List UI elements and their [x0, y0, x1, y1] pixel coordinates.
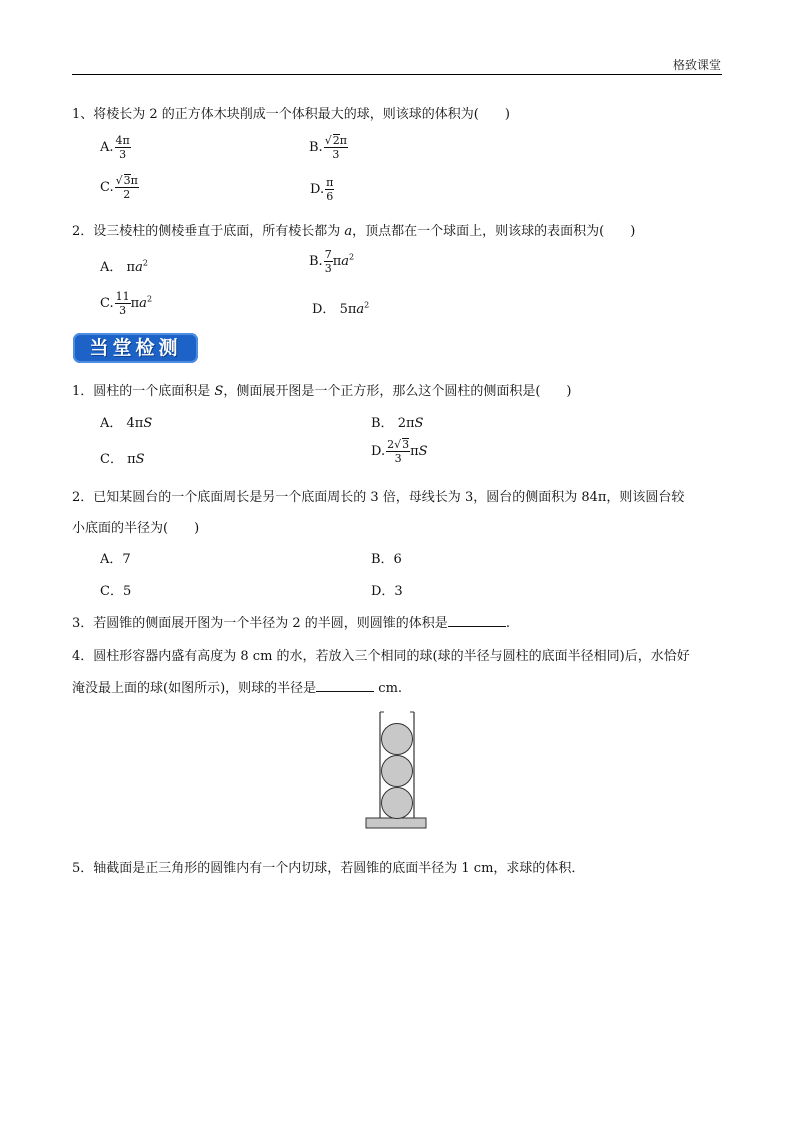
q1-option-a	[100, 134, 131, 161]
s2-q2-stem-line1: 2．已知某圆台的一个底面周长是另一个底面周长的 3 倍，母线长为 3，圆台的侧面积为 84π，则该圆台较	[72, 490, 685, 505]
fraction: $\frac{2√3}{3}$	[387, 438, 410, 465]
q2-option-b: B. $\frac{7}{3}$ $\pi a^2$	[309, 248, 355, 275]
section-banner: 当堂检测	[73, 333, 198, 363]
s2-q1-option-c: C． πS	[100, 452, 145, 467]
answer-blank	[316, 679, 374, 692]
s2-q2-option-b: B．6	[371, 552, 402, 567]
q2-stem: 2．设三棱柱的侧棱垂直于底面，所有棱长都为 a，顶点都在一个球面上，则该球的表面积为( )	[72, 224, 636, 239]
q1-stem: 1、将棱长为 2 的正方体木块削成一个体积最大的球，则该球的体积为( )	[72, 107, 510, 122]
s2-q5-stem: 5．轴截面是正三角形的圆锥内有一个内切球，若圆锥的底面半径为 1 cm，求球的体积．	[72, 861, 585, 876]
base-plate	[366, 818, 426, 828]
fraction: $\frac{4\pi}{3}$	[115, 134, 130, 161]
option-label: C.	[100, 180, 114, 195]
fraction: $\frac{\pi}{6}$	[326, 176, 334, 203]
fraction: $\frac{7}{3}$	[324, 248, 332, 275]
s2-q2-option-d: D．3	[371, 584, 403, 599]
s2-q3-stem: 3．若圆锥的侧面展开图为一个半径为 2 的半圆，则圆锥的体积是 .	[72, 616, 510, 631]
fraction: $\frac{√3\pi}{2}$	[115, 174, 138, 201]
option-label: D.	[310, 182, 325, 197]
header-rule	[72, 74, 722, 75]
s2-q4-stem-line1: 4．圆柱形容器内盛有高度为 8 cm 的水，若放入三个相同的球(球的半径与圆柱的底面半径相同)后，水恰好	[72, 649, 690, 664]
stacked-balls-figure	[360, 708, 432, 833]
q2-option-a: A． $\pi a^2$	[100, 258, 148, 275]
s2-q2-option-c: C．5	[100, 584, 132, 599]
s2-q2-option-a: A．7	[100, 552, 131, 567]
header-brand: 格致课堂	[672, 58, 721, 72]
fraction: $\frac{11}{3}$	[115, 290, 130, 317]
q1-option-b	[309, 134, 348, 161]
ball-top	[382, 724, 413, 755]
answer-blank	[448, 614, 506, 627]
q1-option-c	[100, 174, 139, 201]
ball-bottom	[382, 788, 413, 819]
option-label: B.	[309, 140, 323, 155]
s2-q1-option-a: A． 4πS	[100, 416, 153, 431]
ball-middle	[382, 756, 413, 787]
option-label: A.	[100, 140, 114, 155]
q2-option-d: D． $5\pi a^2$	[312, 300, 370, 317]
q2-option-c: C. $\frac{11}{3}$ $\pi a^2$	[100, 290, 153, 317]
s2-q1-option-b: B． 2πS	[371, 416, 424, 431]
s2-q2-stem-line2: 小底面的半径为( )	[72, 521, 200, 536]
s2-q1-option-d: D. $\frac{2√3}{3}$ πS	[371, 438, 428, 465]
s2-q1-stem: 1．圆柱的一个底面积是 S，侧面展开图是一个正方形，那么这个圆柱的侧面积是( )	[72, 384, 572, 399]
fraction: $\frac{√2\pi}{3}$	[324, 134, 347, 161]
q1-option-d	[310, 176, 334, 203]
s2-q4-stem-line2: 淹没最上面的球(如图所示)，则球的半径是 cm.	[72, 681, 403, 696]
